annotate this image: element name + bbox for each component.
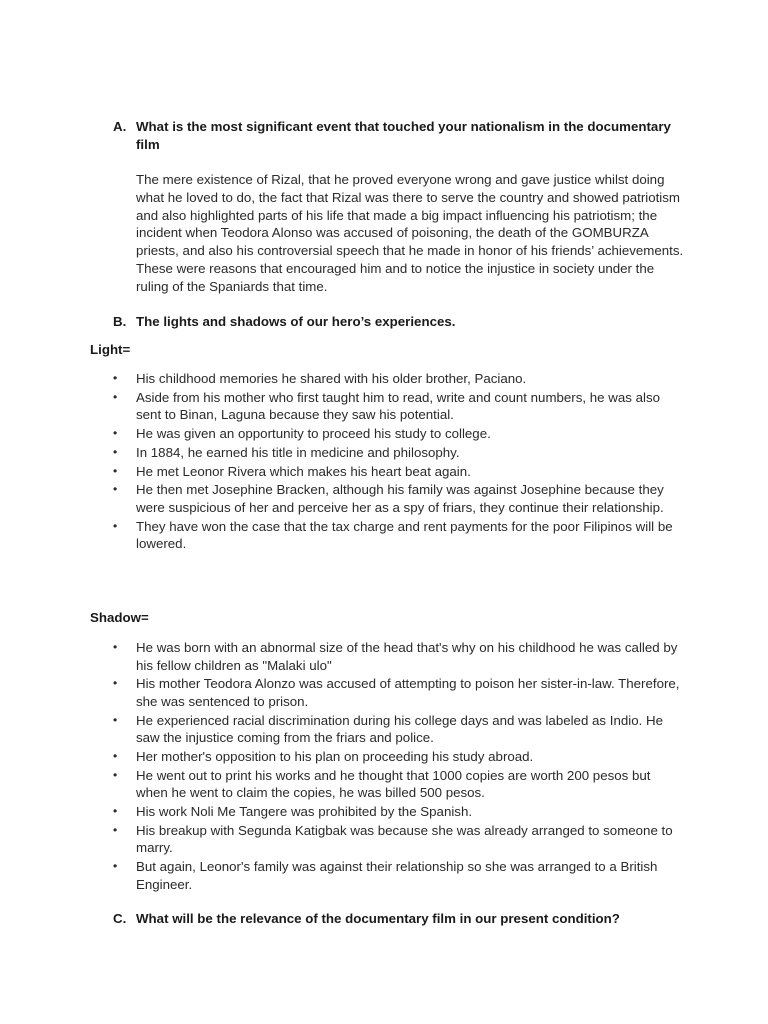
shadow-item: • But again, Leonor's family was against their relationship so she was arranged to a British Engineer. bbox=[113, 859, 658, 892]
shadow-item: • His breakup with Segunda Katigbak was because she was already arranged to someone to marry. bbox=[113, 822, 673, 856]
light-label: Light= bbox=[90, 342, 131, 357]
bullet-icon: • bbox=[113, 426, 118, 441]
question-a-text: What is the most significant event that touched your nationalism in the documentary film bbox=[136, 119, 671, 152]
bullet-icon: • bbox=[113, 463, 118, 478]
question-a-letter: A. bbox=[113, 119, 127, 134]
bullet-icon: • bbox=[113, 482, 118, 497]
bullet-icon: • bbox=[113, 803, 118, 818]
light-item: • His childhood memories he shared with his older brother, Paciano. bbox=[113, 371, 527, 386]
bullet-icon: • bbox=[113, 676, 118, 691]
light-list bbox=[0, 370, 768, 554]
light-item: • He then met Josephine Bracken, although his family was against Josephine because they were suspicious of her and perceive her as a spy of friars, they continue their relationship. bbox=[113, 482, 664, 515]
shadow-item: • He went out to print his works and he thought that 1000 copies are worth 200 pesos but when he went to claim the copies, he was billed 500 pesos. bbox=[113, 767, 651, 801]
light-item: • In 1884, he earned his title in medicine and philosophy. bbox=[113, 444, 460, 460]
shadow-list bbox=[0, 639, 768, 894]
bullet-icon: • bbox=[113, 389, 118, 404]
bullet-icon: • bbox=[113, 712, 118, 727]
shadow-item: • Her mother's opposition to his plan on proceeding his study abroad. bbox=[113, 748, 534, 764]
answer-a-paragraph: The mere existence of Rizal, that he proved everyone wrong and gave justice whilst doing what he loved to do, the fact that Rizal was there to serve the country and showed patriotism and also highlighted parts of his life that made a big impact influencing his patriotism; the incident when Teodora Alonso was accused of poisoning, the death of the GOMBURZA priests, and also his controversial speech that he made in honor of his friends’ achievements. These were reasons that encouraged him and to notice the injustice in society under the ruling of the Spaniards that time. bbox=[136, 172, 684, 294]
bullet-icon: • bbox=[113, 371, 118, 385]
question-b-heading bbox=[113, 313, 673, 331]
light-item: • He was given an opportunity to proceed his study to college. bbox=[113, 426, 491, 442]
bullet-icon: • bbox=[113, 748, 118, 763]
light-item: • They have won the case that the tax charge and rent payments for the poor Filipinos will be lowered. bbox=[113, 518, 673, 552]
shadow-label: Shadow= bbox=[90, 610, 149, 625]
bullet-icon: • bbox=[113, 859, 118, 874]
bullet-icon: • bbox=[113, 767, 118, 782]
bullet-icon: • bbox=[113, 640, 118, 654]
shadow-item: • His mother Teodora Alonzo was accused of attempting to poison her sister-in-law. Therefore, she was sentenced to prison. bbox=[113, 676, 680, 709]
bullet-icon: • bbox=[113, 518, 118, 533]
bullet-icon: • bbox=[113, 444, 118, 459]
question-b-letter: B. bbox=[113, 314, 127, 329]
question-c-letter: C. bbox=[113, 911, 127, 926]
shadow-item: • He experienced racial discrimination during his college days and was labeled as Indio. He saw the injustice coming from the friars and police. bbox=[113, 712, 663, 746]
question-c-heading bbox=[113, 910, 673, 928]
shadow-item: • He was born with an abnormal size of the head that's why on his childhood he was called by his fellow children as "Malaki ulo" bbox=[113, 640, 678, 673]
shadow-item: • His work Noli Me Tangere was prohibited by the Spanish. bbox=[113, 803, 473, 819]
light-item: • He met Leonor Rivera which makes his heart beat again. bbox=[113, 463, 471, 479]
question-c-text: What will be the relevance of the documentary film in our present condition? bbox=[136, 911, 620, 926]
bullet-icon: • bbox=[113, 822, 118, 837]
question-a-heading bbox=[113, 118, 673, 154]
light-item: • Aside from his mother who first taught him to read, write and count numbers, he was also sent to Binan, Laguna because they saw his potential. bbox=[113, 389, 660, 423]
question-b-text: The lights and shadows of our hero’s experiences. bbox=[136, 314, 456, 329]
